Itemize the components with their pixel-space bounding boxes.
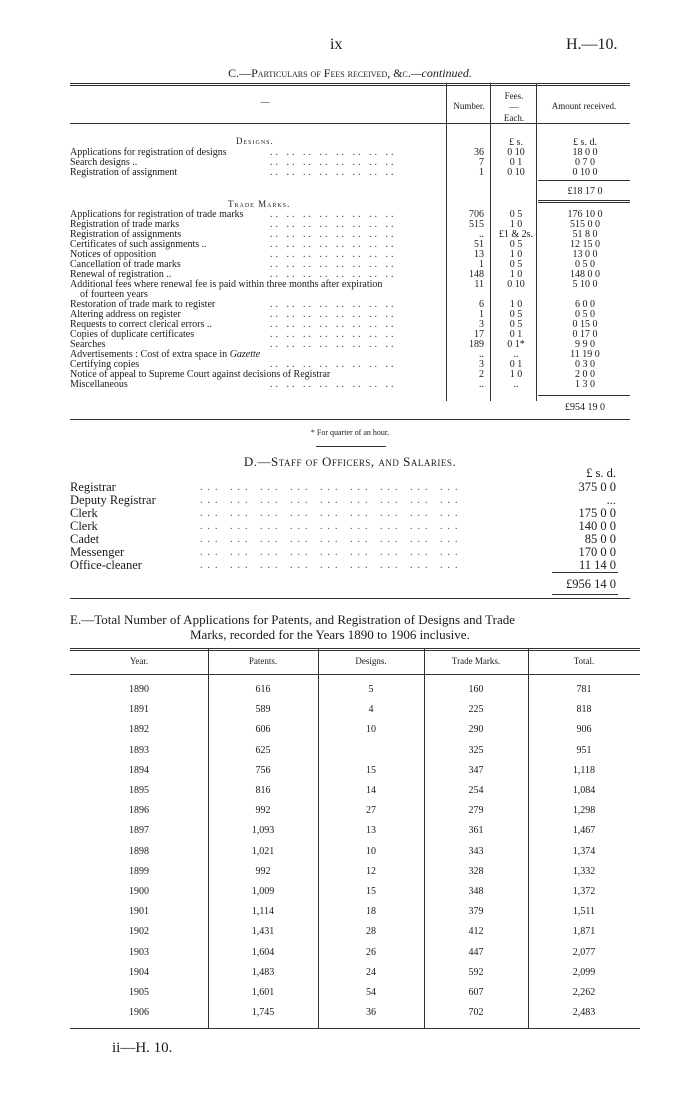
fee-each: 0 5	[509, 209, 523, 220]
year-cell: 1902	[129, 926, 149, 938]
fee-description: Renewal of registration ..	[70, 269, 172, 280]
fee-description: Searches	[70, 339, 106, 350]
staff-total: £956 14 0	[566, 577, 616, 591]
footer-reference: ii—H. 10.	[112, 1040, 173, 1056]
patents-cell: 625	[255, 744, 271, 756]
leader-dots: ... ... ... ... ... ... ... ... ...	[200, 495, 463, 506]
total-cell: 1,511	[572, 906, 596, 918]
designs-cell: 24	[366, 966, 376, 978]
table-row	[70, 967, 640, 979]
total-cell: 818	[576, 704, 592, 716]
year-cell: 1893	[129, 744, 149, 756]
fee-amount: 18 0 0	[572, 147, 598, 158]
total-cell: 1,118	[572, 764, 596, 776]
total-cell: 1,372	[572, 886, 596, 897]
staff-salary: 11 14 0	[578, 558, 616, 572]
trade-marks-cell: 447	[468, 946, 484, 958]
fee-each: 0 5	[509, 259, 523, 270]
total-cell: 951	[576, 744, 592, 756]
fee-amount: 9 9 0	[575, 339, 595, 350]
fee-number: 3	[479, 319, 484, 330]
leader-dots: .. .. .. .. .. .. .. ..	[270, 360, 397, 370]
patents-cell: 1,745	[251, 1007, 275, 1019]
designs-cell: 26	[366, 946, 376, 958]
staff-units-row	[70, 467, 630, 480]
fee-amount: 0 3 0	[575, 359, 595, 370]
fee-each: 1 0	[509, 219, 523, 230]
trade-marks-cell: 412	[468, 926, 484, 938]
patents-cell: 1,093	[251, 825, 275, 837]
designs-cell: 28	[366, 926, 376, 938]
document-reference: H.—10.	[566, 36, 618, 53]
trade-marks-heading: Trade Marks.	[228, 199, 291, 209]
total-cell: 1,298	[572, 805, 596, 817]
grand-total: £954 19 0	[565, 402, 605, 413]
fee-number: 11	[474, 279, 484, 290]
fee-each: 0 5	[509, 309, 523, 320]
fee-number: ..	[479, 379, 484, 390]
fee-each: ..	[513, 379, 519, 390]
designs-total-row	[70, 187, 630, 197]
leader-dots: .. .. .. .. .. .. .. ..	[270, 220, 397, 230]
fee-description: Applications for registration of trade marks	[70, 209, 244, 220]
fee-description: Notices of opposition	[70, 249, 157, 260]
table-row	[70, 805, 640, 817]
fee-number: 6	[479, 299, 484, 310]
designs-cell: 10	[366, 845, 376, 857]
leader-dots: .. .. .. .. .. .. .. ..	[270, 380, 397, 390]
fee-amount: 515 0 0	[570, 219, 600, 230]
fee-description: Registration of assignment	[70, 167, 178, 178]
fee-amount: 148 0 0	[570, 269, 600, 280]
table-row	[70, 846, 640, 858]
fee-each: 0 10	[507, 167, 525, 178]
staff-title: Clerk	[70, 519, 98, 533]
total-cell: 1,332	[572, 865, 596, 877]
table-row	[70, 886, 640, 898]
year-cell: 1897	[129, 825, 149, 837]
section-c-title	[0, 66, 700, 81]
fee-description: Copies of duplicate certificates	[70, 329, 195, 340]
year-cell: 1896	[129, 805, 149, 817]
staff-row	[70, 494, 630, 507]
fee-amount: 1 3 0	[575, 379, 595, 390]
trade-mark-row	[70, 350, 630, 360]
staff-salary: 170 0 0	[578, 545, 616, 559]
patents-cell: 589	[255, 704, 271, 716]
leader-dots: .. .. .. .. .. .. .. ..	[270, 210, 397, 220]
leader-dots: .. .. .. .. .. .. .. ..	[270, 270, 397, 280]
table-row	[70, 724, 640, 736]
trade-marks-cell: 328	[468, 865, 484, 877]
staff-row	[70, 546, 630, 559]
fee-number: 2	[479, 369, 484, 380]
section-c-prefix: C.—	[228, 66, 252, 80]
table-row	[70, 825, 640, 837]
fee-description: Miscellaneous	[70, 379, 128, 390]
fee-number: ..	[479, 229, 484, 240]
designs-cell: 18	[366, 906, 376, 918]
trade-mark-row	[70, 280, 630, 290]
fee-description: Search designs ..	[70, 157, 138, 168]
trade-marks-cell: 702	[468, 1007, 484, 1019]
fee-description: Additional fees where renewal fee is paid within three months after expiration	[70, 279, 383, 290]
designs-cell: 12	[366, 865, 376, 877]
trade-mark-row	[70, 380, 630, 390]
trade-marks-cell: 592	[468, 966, 484, 978]
fee-number: 36	[474, 147, 484, 158]
fee-amount: 0 10 0	[572, 167, 598, 178]
leader-dots: ... ... ... ... ... ... ... ... ...	[200, 534, 463, 545]
fee-each: 0 5	[509, 319, 523, 330]
staff-salary: 175 0 0	[578, 506, 616, 520]
year-cell: 1890	[129, 684, 149, 695]
table-row	[70, 684, 640, 696]
fee-description: Requests to correct clerical errors ..	[70, 319, 212, 330]
patents-cell: 1,601	[251, 987, 275, 998]
fee-number: 13	[474, 249, 484, 260]
patents-cell: 1,431	[251, 926, 275, 938]
fee-each: ..	[513, 349, 519, 360]
fee-amount: 11 19 0	[570, 349, 600, 360]
fee-number: 706	[469, 209, 484, 220]
leader-dots: .. .. .. .. .. .. .. ..	[270, 260, 397, 270]
fee-number: 7	[479, 157, 484, 168]
patents-cell: 1,483	[251, 966, 275, 978]
trade-mark-row	[70, 370, 630, 380]
fee-number: 1	[479, 259, 484, 270]
section-c-caps: Particulars of Fees received, &c.	[251, 66, 411, 80]
patents-cell: 992	[255, 865, 271, 877]
year-cell: 1904	[129, 966, 149, 978]
year-cell: 1906	[129, 1007, 149, 1019]
patents-cell: 1,009	[251, 886, 275, 897]
fee-description: Advertisements : Cost of extra space in Gazette	[70, 349, 261, 360]
designs-cell: 4	[368, 704, 374, 716]
col-amount-header: Amount received.	[551, 101, 617, 111]
section-d-title: D.—Staff of Officers, and Salaries.	[243, 454, 457, 469]
table-row	[70, 926, 640, 938]
fee-number: 515	[469, 219, 484, 230]
table-row	[70, 906, 640, 918]
patents-cell: 1,114	[251, 906, 275, 918]
year-cell: 1900	[129, 886, 149, 897]
staff-salary: ...	[606, 493, 616, 507]
staff-row	[70, 533, 630, 546]
trade-marks-cell: 254	[468, 785, 484, 796]
fee-number: 51	[474, 239, 484, 250]
fee-amount: 0 17 0	[572, 329, 598, 340]
year-cell: 1895	[129, 785, 149, 796]
trade-marks-cell: 379	[468, 906, 484, 918]
designs-row	[70, 168, 630, 178]
trade-marks-cell: 343	[468, 845, 484, 857]
fee-each: 1 0	[509, 249, 523, 260]
fee-amount: 0 5 0	[575, 259, 595, 270]
fee-amount: 13 0 0	[572, 249, 598, 260]
table-row	[70, 987, 640, 999]
total-cell: 906	[576, 724, 592, 736]
fee-number: 1	[479, 167, 484, 178]
fee-each: 0 5	[509, 239, 523, 250]
staff-title: Clerk	[70, 506, 98, 520]
total-cell: 2,077	[572, 946, 596, 958]
designs-cell: 13	[366, 825, 376, 837]
designs-cell: 14	[366, 785, 376, 796]
fee-amount: 0 7 0	[575, 157, 595, 168]
fee-each: 1 0	[509, 299, 523, 310]
designs-cell: 36	[366, 1007, 376, 1019]
total-cell: 781	[576, 684, 592, 695]
fee-number: 17	[474, 329, 484, 340]
column-header: Total.	[573, 656, 595, 666]
designs-heading: Designs.	[236, 136, 274, 146]
fee-description: Registration of trade marks	[70, 219, 180, 230]
staff-title: Office-cleaner	[70, 558, 142, 572]
fee-number: 148	[469, 269, 484, 280]
fee-each: 0 1	[509, 359, 523, 370]
designs-total: £18 17 0	[567, 186, 603, 197]
designs-cell: 5	[368, 684, 374, 695]
designs-cell: 27	[366, 805, 376, 817]
fee-description: Registration of assignments	[70, 229, 182, 240]
total-cell: 2,099	[572, 966, 596, 978]
fee-amount: 12 15 0	[570, 239, 600, 250]
leader-dots: .. .. .. .. .. .. .. ..	[270, 250, 397, 260]
fee-each: 1 0	[509, 269, 523, 280]
staff-title: Messenger	[70, 545, 125, 559]
table-row	[70, 866, 640, 878]
table-row	[70, 947, 640, 959]
trade-marks-cell: 290	[468, 724, 484, 736]
trade-marks-cell: 348	[468, 886, 484, 897]
leader-dots: .. .. .. .. .. .. .. ..	[270, 158, 397, 168]
designs-cell: 54	[366, 987, 376, 998]
fee-each: 1 0	[509, 369, 523, 380]
trade-marks-cell: 160	[468, 684, 484, 695]
trade-marks-cell: 347	[468, 764, 484, 776]
trade-marks-cell: 361	[468, 825, 484, 837]
fee-description: Restoration of trade mark to register	[70, 299, 216, 310]
column-header: Year.	[129, 656, 149, 666]
trade-marks-cell: 225	[468, 704, 484, 716]
leader-dots: .. .. .. .. .. .. .. ..	[270, 168, 397, 178]
total-cell: 1,467	[572, 825, 596, 837]
patents-cell: 1,021	[251, 845, 275, 857]
table-row	[70, 785, 640, 797]
total-cell: 2,483	[572, 1007, 596, 1019]
staff-salary: 85 0 0	[584, 532, 616, 546]
leader-dots: ... ... ... ... ... ... ... ... ...	[200, 482, 463, 493]
fee-description: Certificates of such assignments ..	[70, 239, 207, 250]
column-header: Designs.	[355, 656, 387, 666]
patents-cell: 756	[255, 764, 271, 776]
staff-total-row	[70, 578, 630, 591]
fee-each: 0 10	[507, 279, 525, 290]
col-number-header: Number.	[453, 101, 485, 111]
leader-dots: ... ... ... ... ... ... ... ... ...	[200, 508, 463, 519]
leader-dots: .. .. .. .. .. .. .. ..	[270, 340, 397, 350]
leader-dots: ... ... ... ... ... ... ... ... ...	[200, 547, 463, 558]
year-cell: 1899	[129, 865, 149, 877]
trade-marks-cell: 325	[468, 744, 484, 756]
fee-each: 0 1	[509, 329, 523, 340]
fee-each: 0 1	[509, 157, 523, 168]
leader-dots: .. .. .. .. .. .. .. ..	[270, 148, 397, 158]
staff-row	[70, 559, 630, 572]
designs-cell: 10	[366, 724, 376, 736]
leader-dots: .. .. .. .. .. .. .. ..	[270, 330, 397, 340]
fee-amount: 0 5 0	[575, 309, 595, 320]
trade-marks-cell: 607	[468, 987, 484, 998]
patents-cell: 992	[255, 805, 271, 817]
patents-cell: 1,604	[251, 946, 275, 958]
staff-title: Registrar	[70, 480, 116, 494]
total-cell: 1,871	[572, 926, 596, 938]
leader-dots: ... ... ... ... ... ... ... ... ...	[200, 560, 463, 571]
patents-cell: 816	[255, 785, 271, 796]
column-header: Patents.	[248, 656, 278, 666]
trade-mark-row	[70, 330, 630, 340]
table-row	[70, 745, 640, 757]
staff-title: Cadet	[70, 532, 100, 546]
fee-description: Certifying copies	[70, 359, 140, 370]
col-blank-header: —	[260, 97, 270, 107]
leader-dots: .. .. .. .. .. .. .. ..	[270, 320, 397, 330]
total-cell: 1,374	[572, 845, 596, 857]
section-c-suffix: —continued.	[410, 66, 472, 80]
year-cell: 1901	[129, 906, 149, 918]
fee-amount: 0 15 0	[572, 319, 598, 330]
patents-cell: 606	[255, 724, 271, 736]
fee-amount: 2 0 0	[575, 369, 595, 380]
fee-each: £1 & 2s.	[498, 229, 534, 240]
year-cell: 1891	[129, 704, 149, 716]
leader-dots: ... ... ... ... ... ... ... ... ...	[200, 521, 463, 532]
year-cell: 1892	[129, 724, 149, 736]
designs-cell: 15	[366, 764, 376, 776]
column-header: Trade Marks.	[451, 656, 501, 666]
fee-description: Notice of appeal to Supreme Court against decisions of Registrar	[70, 369, 331, 380]
total-cell: 1,084	[572, 785, 596, 796]
trade-marks-cell: 279	[468, 805, 484, 817]
fee-number: 189	[469, 339, 484, 350]
patents-cell: 616	[255, 684, 271, 695]
staff-title: Deputy Registrar	[70, 493, 156, 507]
fee-amount: 176 10 0	[567, 209, 603, 220]
staff-row	[70, 507, 630, 520]
table-row	[70, 765, 640, 777]
leader-dots: .. .. .. .. .. .. .. ..	[270, 230, 397, 240]
fee-number: ..	[479, 349, 484, 360]
fee-amount: 5 10 0	[572, 279, 598, 290]
col-fees-header: Fees. — Each.	[503, 91, 525, 123]
fee-description: Altering address on register	[70, 309, 181, 320]
footnote: * For quarter of an hour.	[310, 428, 390, 437]
staff-salary: 375 0 0	[578, 480, 616, 494]
designs-row	[70, 148, 630, 158]
staff-row	[70, 520, 630, 533]
fee-each: 0 10	[507, 147, 525, 158]
designs-cell: 15	[366, 886, 376, 897]
year-cell: 1894	[129, 764, 149, 776]
table-row	[70, 704, 640, 716]
total-cell: 2,262	[572, 987, 596, 998]
designs-units-row: £ s. £ s. d.	[509, 137, 597, 148]
fee-description: Cancellation of trade marks	[70, 259, 181, 270]
year-cell: 1898	[129, 845, 149, 857]
leader-dots: .. .. .. .. .. .. .. ..	[270, 240, 397, 250]
year-cell: 1905	[129, 987, 149, 998]
leader-dots: .. .. .. .. .. .. .. ..	[270, 310, 397, 320]
fee-amount: 51 8 0	[572, 229, 598, 240]
year-cell: 1903	[129, 946, 149, 958]
page-number: ix	[330, 36, 343, 53]
fee-amount: 6 0 0	[575, 299, 595, 310]
fee-number: 1	[479, 309, 484, 320]
grand-total-row	[70, 403, 630, 413]
fee-number: 3	[479, 359, 484, 370]
fee-description: Applications for registration of designs	[70, 147, 227, 158]
fee-description: of fourteen years	[80, 289, 148, 300]
section-e-title: E.—Total Number of Applications for Patents, and Registration of Designs and Trade Marks, recorded for the Years 1890 to 1906 inclusive.	[70, 612, 515, 642]
staff-units: £ s. d.	[586, 466, 616, 480]
staff-salary: 140 0 0	[578, 519, 616, 533]
leader-dots: .. .. .. .. .. .. .. ..	[270, 300, 397, 310]
fee-each: 0 1*	[507, 339, 525, 350]
table-row	[70, 1007, 640, 1019]
